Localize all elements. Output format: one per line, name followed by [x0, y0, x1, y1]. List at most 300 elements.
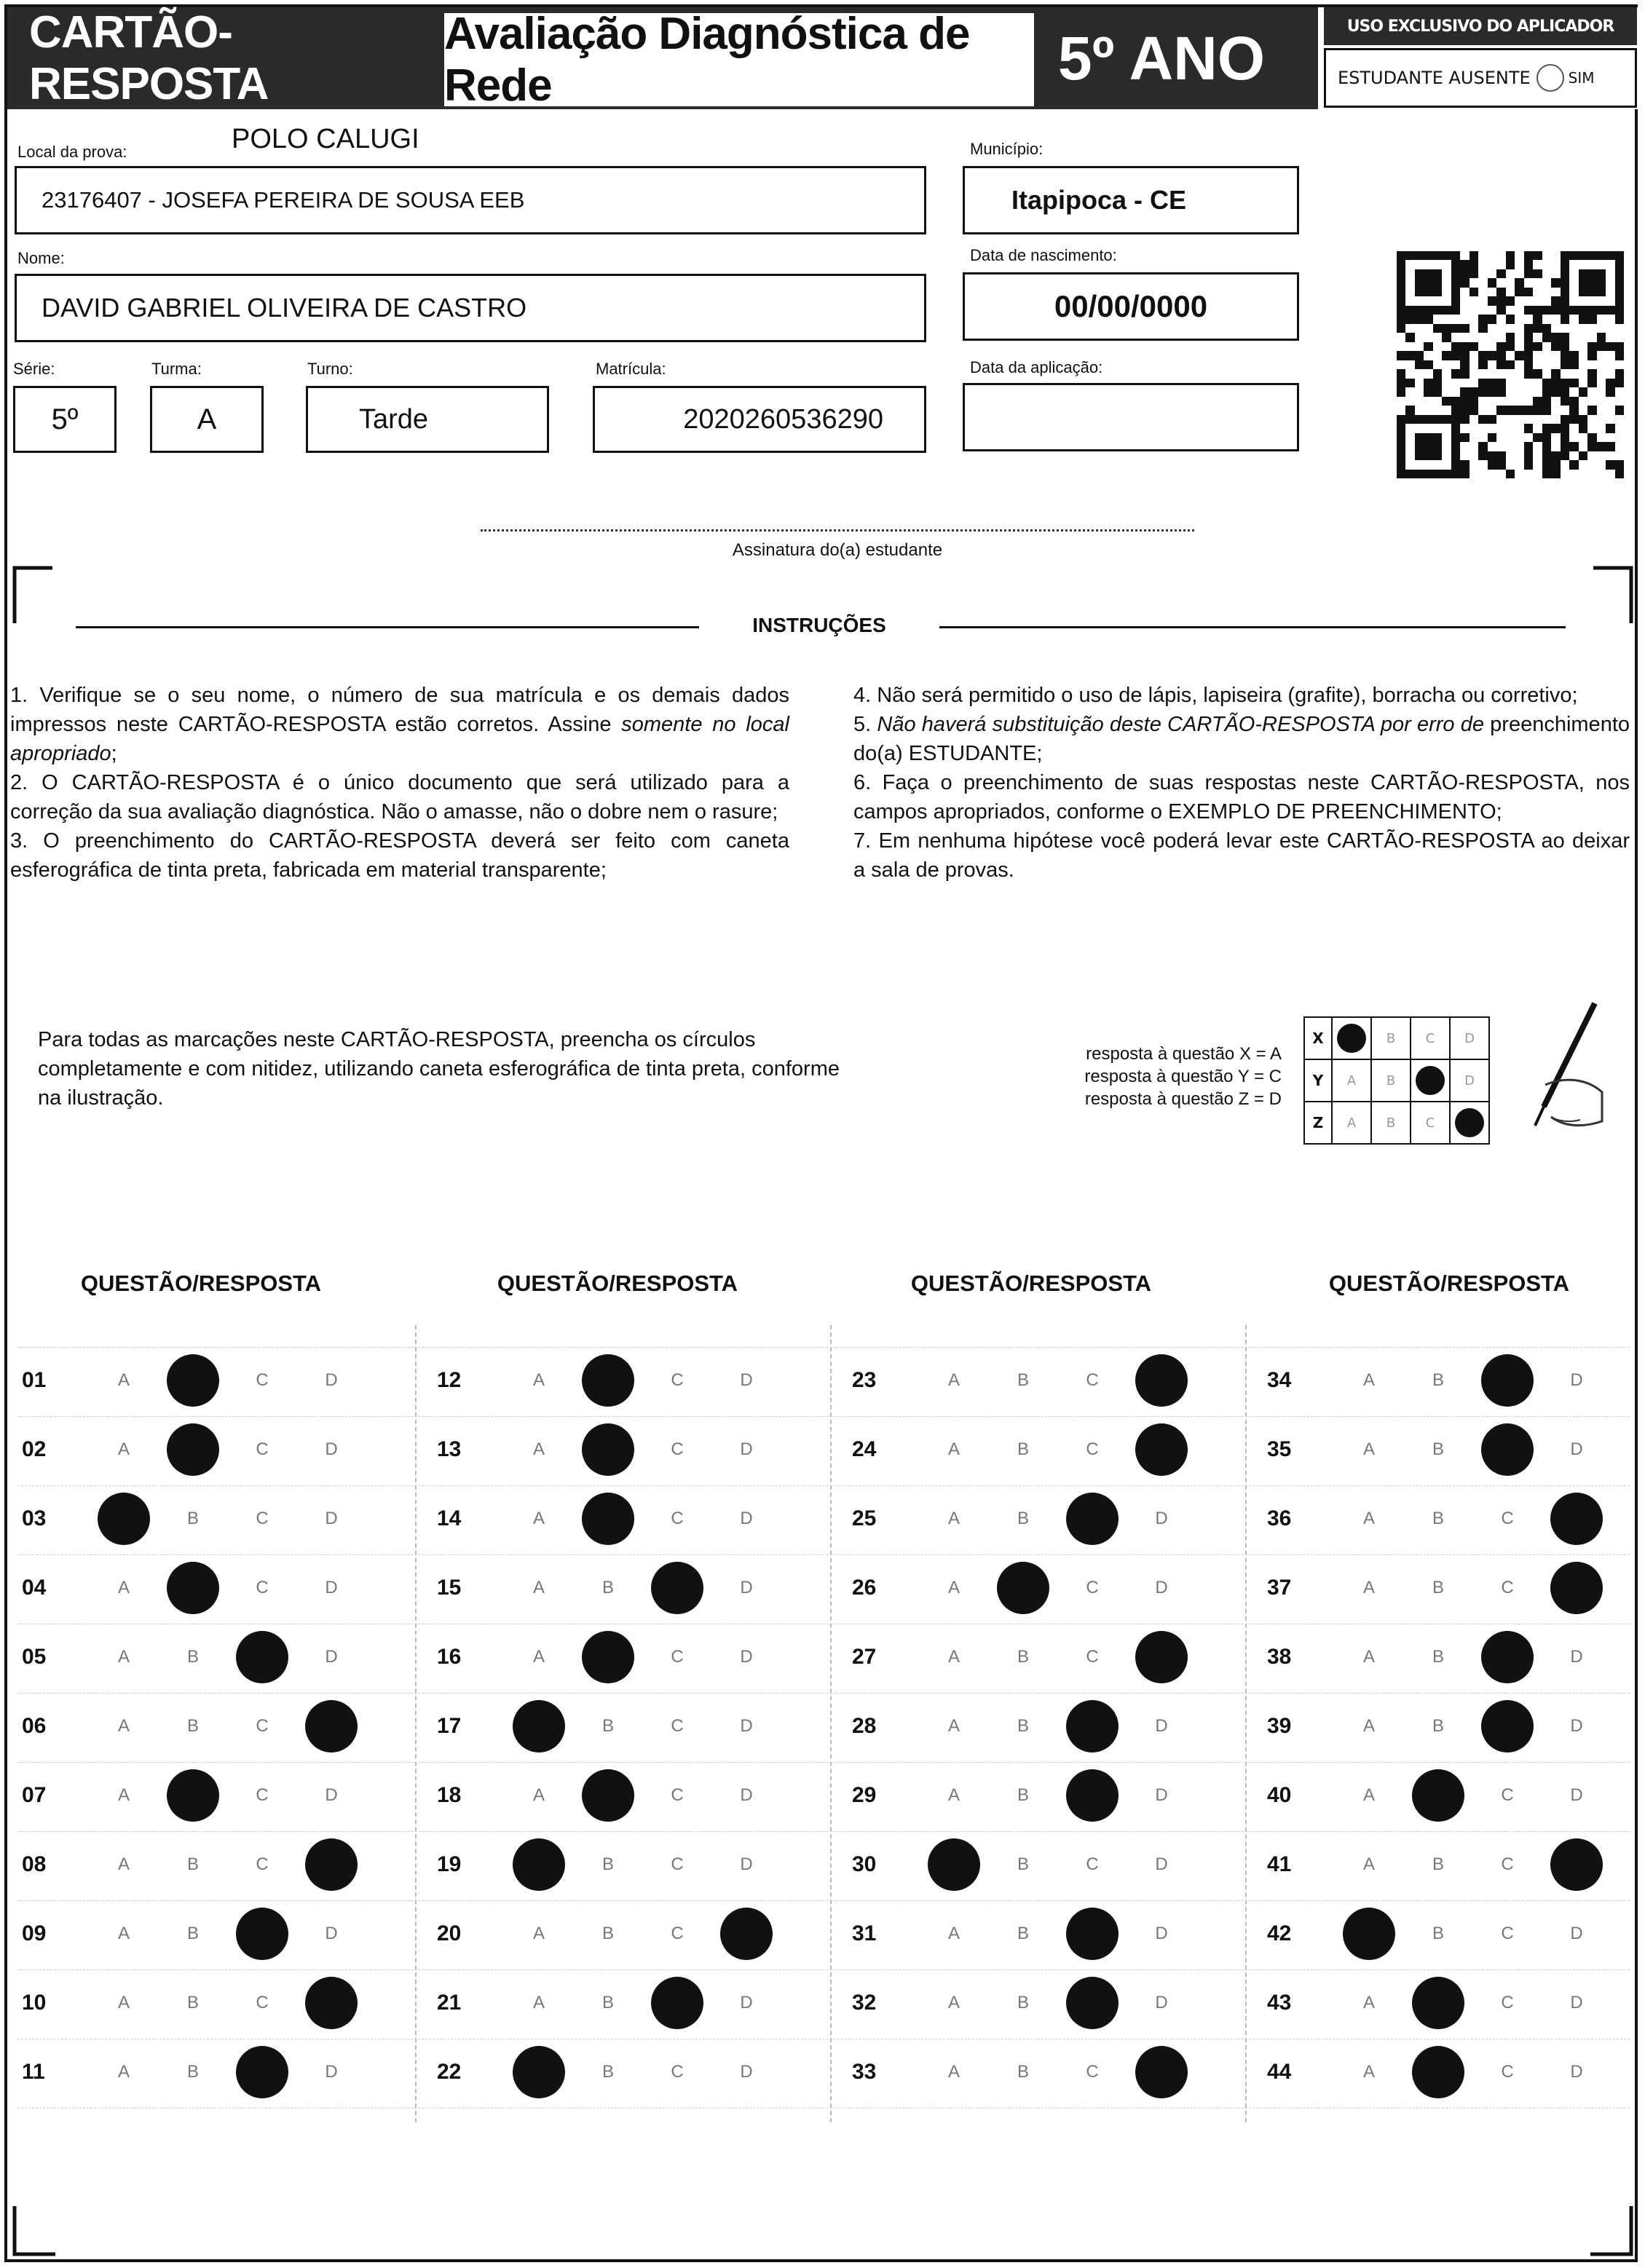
answer-bubble[interactable]: A — [532, 1509, 545, 1528]
answer-bubble[interactable]: B — [601, 1993, 614, 2012]
qr-module — [1597, 315, 1606, 323]
answer-bubble[interactable]: B — [1017, 1716, 1029, 1736]
qr-module — [1524, 415, 1533, 424]
answer-bubble[interactable]: A — [1362, 1785, 1375, 1805]
signature-line[interactable] — [481, 529, 1194, 532]
answer-bubble[interactable]: B — [601, 2062, 614, 2082]
aplicacao-field[interactable] — [963, 383, 1299, 451]
answer-bubble[interactable]: C — [256, 1578, 269, 1597]
answer-bubble-filled[interactable] — [167, 1423, 219, 1476]
answer-bubble[interactable]: A — [532, 1370, 545, 1390]
qr-module — [1442, 296, 1451, 305]
answer-bubble[interactable]: D — [1570, 1716, 1583, 1736]
answer-bubble[interactable]: B — [186, 1509, 199, 1528]
qr-module — [1515, 406, 1523, 414]
question-number: 17 — [437, 1714, 462, 1738]
answer-bubble[interactable]: A — [1362, 1716, 1375, 1736]
answer-bubble[interactable]: C — [1501, 1993, 1514, 2012]
qr-module — [1524, 251, 1533, 260]
qr-module — [1442, 306, 1451, 315]
answer-bubble[interactable]: D — [325, 1509, 338, 1528]
answer-bubble[interactable]: C — [256, 1854, 269, 1874]
answer-bubble[interactable]: A — [1362, 1854, 1375, 1874]
answer-bubble[interactable]: D — [1570, 1439, 1583, 1459]
qr-module — [1397, 260, 1405, 269]
answer-bubble-filled[interactable] — [1412, 1977, 1464, 2029]
turno-value: Tarde — [359, 403, 429, 435]
answer-bubble[interactable]: D — [740, 2062, 753, 2082]
qr-module — [1533, 324, 1542, 333]
question-row — [22, 1635, 401, 1679]
answer-bubble-filled[interactable] — [582, 1354, 634, 1407]
answer-bubble[interactable]: C — [1501, 1578, 1514, 1597]
qr-module — [1496, 451, 1505, 460]
answer-bubble[interactable]: B — [1432, 1854, 1444, 1874]
qr-module — [1569, 424, 1578, 432]
answer-bubble[interactable]: A — [117, 1785, 130, 1805]
answer-bubble[interactable]: A — [947, 1716, 960, 1736]
answer-bubble[interactable]: C — [1086, 2062, 1099, 2082]
qr-module — [1405, 379, 1414, 387]
answer-bubble[interactable]: D — [740, 1716, 753, 1736]
question-row — [437, 2050, 816, 2094]
qr-module — [1460, 369, 1469, 378]
answer-bubble[interactable]: C — [256, 1439, 269, 1459]
answer-bubble[interactable]: D — [1570, 1370, 1583, 1390]
aplicador-label: USO EXCLUSIVO DO APLICADOR — [1324, 7, 1637, 45]
qr-module — [1561, 415, 1569, 424]
answer-bubble[interactable]: A — [117, 1924, 130, 1943]
qr-module — [1415, 251, 1424, 260]
answer-bubble[interactable]: A — [117, 1716, 130, 1736]
answer-bubble-filled[interactable] — [167, 1769, 219, 1822]
answer-bubble[interactable]: C — [671, 1439, 684, 1459]
qr-module — [1506, 442, 1515, 451]
answer-bubble[interactable]: C — [671, 1716, 684, 1736]
qr-module — [1478, 433, 1487, 442]
answer-bubble[interactable]: B — [1432, 1509, 1444, 1528]
qr-module — [1451, 296, 1460, 305]
answer-bubble[interactable]: A — [532, 1439, 545, 1459]
answer-bubble[interactable]: A — [117, 2062, 130, 2082]
question-number: 21 — [437, 1991, 462, 2015]
turno-label: Turno: — [307, 360, 353, 378]
answer-bubble[interactable]: B — [186, 1716, 199, 1736]
answer-bubble[interactable]: B — [1017, 1924, 1029, 1943]
answer-bubble[interactable]: A — [947, 1924, 960, 1943]
qr-module — [1597, 397, 1606, 406]
qr-module — [1551, 406, 1560, 414]
question-row — [1267, 1359, 1645, 1402]
answer-bubble-filled[interactable] — [1066, 1769, 1119, 1822]
qr-module — [1442, 442, 1451, 451]
qr-module — [1597, 415, 1606, 424]
row-rule — [17, 1900, 1630, 1901]
qr-module — [1424, 351, 1432, 360]
answer-bubble[interactable]: A — [1362, 1993, 1375, 2012]
question-row — [852, 1428, 1231, 1471]
answer-bubble[interactable]: A — [117, 1439, 130, 1459]
nome-label: Nome: — [17, 249, 65, 267]
answer-bubble-filled[interactable] — [582, 1493, 634, 1545]
answer-bubble-filled[interactable] — [1481, 1354, 1534, 1407]
question-row — [22, 2050, 401, 2094]
answer-bubble[interactable]: C — [671, 1854, 684, 1874]
answer-bubble-filled[interactable] — [236, 1631, 288, 1683]
answer-bubble[interactable]: A — [947, 1509, 960, 1528]
answer-bubble-filled[interactable] — [1135, 1631, 1188, 1683]
answer-bubble[interactable]: D — [325, 1785, 338, 1805]
answer-bubble[interactable]: B — [1017, 1647, 1029, 1667]
answer-bubble[interactable]: B — [186, 1993, 199, 2012]
answer-bubble-filled[interactable] — [1550, 1562, 1603, 1614]
answer-bubble[interactable]: D — [740, 1993, 753, 2012]
answer-bubble-filled[interactable] — [720, 1908, 773, 1960]
answer-bubble[interactable]: D — [1155, 1716, 1168, 1736]
qr-module — [1569, 342, 1578, 351]
qr-module — [1496, 406, 1505, 414]
answer-bubble[interactable]: D — [740, 1370, 753, 1390]
qr-module — [1533, 379, 1542, 387]
answer-bubble-filled[interactable] — [1343, 1908, 1395, 1960]
answer-bubble-filled[interactable] — [1066, 1700, 1119, 1753]
qr-module — [1460, 324, 1469, 333]
answer-bubble-filled[interactable] — [305, 1700, 358, 1753]
qr-module — [1470, 424, 1478, 432]
qr-module — [1515, 269, 1523, 278]
qr-module — [1433, 433, 1442, 442]
answer-bubble[interactable]: C — [256, 1716, 269, 1736]
qr-module — [1579, 460, 1587, 469]
qr-module — [1433, 360, 1442, 369]
qr-module — [1533, 269, 1542, 278]
qr-module — [1424, 369, 1432, 378]
answer-bubble[interactable]: D — [1570, 1647, 1583, 1667]
qr-module — [1442, 260, 1451, 269]
answer-bubble[interactable]: C — [256, 1785, 269, 1805]
answer-bubble[interactable]: C — [671, 1509, 684, 1528]
answer-bubble[interactable]: B — [1432, 1647, 1444, 1667]
answer-bubble-filled[interactable] — [997, 1562, 1049, 1614]
answer-bubble[interactable]: A — [117, 1370, 130, 1390]
answer-bubble-filled[interactable] — [513, 1838, 565, 1891]
answer-bubble[interactable]: D — [1155, 1854, 1168, 1874]
answer-bubble[interactable]: D — [325, 1578, 338, 1597]
question-row — [852, 1497, 1231, 1541]
answer-bubble-filled[interactable] — [1412, 2046, 1464, 2098]
qr-module — [1405, 269, 1414, 278]
answer-bubble[interactable]: B — [1017, 1439, 1029, 1459]
qr-module — [1488, 269, 1496, 278]
answer-bubble[interactable]: B — [1432, 1439, 1444, 1459]
answer-bubble[interactable]: A — [1362, 2062, 1375, 2082]
answer-bubble[interactable]: D — [325, 1370, 338, 1390]
question-row — [22, 1774, 401, 1817]
qr-module — [1478, 278, 1487, 287]
answer-bubble[interactable]: A — [532, 1647, 545, 1667]
qr-module — [1524, 369, 1533, 378]
answer-bubble-filled[interactable] — [98, 1493, 150, 1545]
qr-module — [1496, 424, 1505, 432]
answer-bubble[interactable]: B — [1432, 1924, 1444, 1943]
answer-bubble[interactable]: B — [186, 1924, 199, 1943]
answer-bubble[interactable]: A — [1362, 1439, 1375, 1459]
answer-bubble[interactable]: D — [325, 1439, 338, 1459]
answer-bubble[interactable]: A — [532, 1578, 545, 1597]
absent-bubble[interactable] — [1536, 64, 1564, 92]
qr-module — [1442, 387, 1451, 396]
answer-bubble[interactable]: B — [1017, 1993, 1029, 2012]
qr-module — [1569, 442, 1578, 451]
qr-module — [1533, 406, 1542, 414]
answer-bubble[interactable]: B — [1432, 1716, 1444, 1736]
qr-module — [1569, 397, 1578, 406]
answer-bubble[interactable]: B — [1017, 2062, 1029, 2082]
answer-bubble-filled[interactable] — [1481, 1700, 1534, 1753]
qr-module — [1569, 369, 1578, 378]
qr-module — [1615, 342, 1624, 351]
answer-bubble[interactable]: D — [1155, 1578, 1168, 1597]
answer-bubble-filled[interactable] — [582, 1423, 634, 1476]
answer-bubble[interactable]: A — [947, 2062, 960, 2082]
question-number: 14 — [437, 1506, 462, 1530]
answer-bubble[interactable]: D — [1155, 1993, 1168, 2012]
qr-module — [1561, 379, 1569, 387]
qr-module — [1405, 324, 1414, 333]
example-row-label: Z — [1304, 1102, 1332, 1144]
qr-module — [1615, 306, 1624, 315]
answer-bubble-filled[interactable] — [513, 1700, 565, 1753]
answer-bubble-filled[interactable] — [305, 1838, 358, 1891]
column-header: QUESTÃO/RESPOSTA — [910, 1271, 1152, 1296]
qr-module — [1569, 360, 1578, 369]
answer-bubble-filled[interactable] — [167, 1562, 219, 1614]
qr-module — [1433, 251, 1442, 260]
qr-module — [1424, 387, 1432, 396]
answer-bubble[interactable]: C — [1501, 2062, 1514, 2082]
answer-bubble-filled[interactable] — [1550, 1493, 1603, 1545]
question-number: 16 — [437, 1645, 462, 1669]
qr-module — [1524, 306, 1533, 315]
answer-bubble[interactable]: A — [947, 1647, 960, 1667]
card-title: CARTÃO-RESPOSTA — [29, 7, 269, 109]
answer-bubble[interactable]: A — [1362, 1370, 1375, 1390]
answer-bubble[interactable]: D — [325, 2062, 338, 2082]
answer-bubble[interactable]: B — [601, 1716, 614, 1736]
answer-bubble-filled[interactable] — [582, 1769, 634, 1822]
qr-module — [1424, 451, 1432, 460]
question-number: 10 — [22, 1991, 47, 2015]
answer-bubble[interactable]: B — [1017, 1509, 1029, 1528]
answer-bubble-filled[interactable] — [928, 1838, 980, 1891]
example-row — [1304, 1017, 1489, 1059]
answer-bubble[interactable]: A — [1362, 1509, 1375, 1528]
answer-bubble[interactable]: A — [117, 1854, 130, 1874]
qr-module — [1615, 415, 1624, 424]
qr-module — [1542, 451, 1551, 460]
answer-bubble-filled[interactable] — [1066, 1908, 1119, 1960]
qr-module — [1415, 306, 1424, 315]
qr-module — [1478, 315, 1487, 323]
answer-bubble-filled[interactable] — [167, 1354, 219, 1407]
qr-module — [1551, 324, 1560, 333]
answer-bubble[interactable]: D — [325, 1647, 338, 1667]
answer-bubble-filled[interactable] — [1135, 2046, 1188, 2098]
answer-bubble[interactable]: C — [256, 1370, 269, 1390]
answer-bubble[interactable]: D — [1570, 1924, 1583, 1943]
answer-bubble[interactable]: D — [740, 1854, 753, 1874]
answer-bubble[interactable]: D — [1155, 1924, 1168, 1943]
qr-module — [1433, 324, 1442, 333]
answer-bubble[interactable]: C — [1086, 1647, 1099, 1667]
answer-bubble[interactable]: B — [601, 1578, 614, 1597]
answer-bubble-filled[interactable] — [236, 2046, 288, 2098]
qr-module — [1524, 324, 1533, 333]
answer-bubble-filled[interactable] — [1066, 1977, 1119, 2029]
answer-bubble[interactable]: D — [740, 1439, 753, 1459]
filled-bubble-icon — [1337, 1024, 1366, 1053]
qr-module — [1397, 470, 1405, 478]
qr-module — [1478, 324, 1487, 333]
answer-bubble[interactable]: C — [671, 1924, 684, 1943]
qr-module — [1597, 433, 1606, 442]
qr-module — [1460, 442, 1469, 451]
question-number: 05 — [22, 1645, 47, 1669]
answer-bubble[interactable]: B — [1017, 1370, 1029, 1390]
answer-bubble[interactable]: A — [117, 1993, 130, 2012]
answer-bubble[interactable]: D — [1155, 1785, 1168, 1805]
answer-bubble-filled[interactable] — [513, 2046, 565, 2098]
answer-bubble[interactable]: B — [1017, 1854, 1029, 1874]
answer-bubble-filled[interactable] — [651, 1977, 703, 2029]
question-row — [437, 1497, 816, 1541]
row-rule — [17, 1762, 1630, 1763]
answer-bubble[interactable]: D — [1155, 1509, 1168, 1528]
answer-bubble[interactable]: C — [671, 1647, 684, 1667]
qr-module — [1579, 433, 1587, 442]
answer-bubble[interactable]: A — [117, 1578, 130, 1597]
answer-bubble-filled[interactable] — [1481, 1423, 1534, 1476]
answer-bubble-filled[interactable] — [236, 1908, 288, 1960]
answer-bubble-filled[interactable] — [305, 1977, 358, 2029]
answer-bubble[interactable]: A — [1362, 1647, 1375, 1667]
qr-module — [1506, 333, 1515, 341]
qr-module — [1551, 306, 1560, 315]
answer-bubble[interactable]: A — [532, 1924, 545, 1943]
answer-bubble[interactable]: D — [1570, 2062, 1583, 2082]
answer-bubble[interactable]: D — [1570, 1993, 1583, 2012]
answer-bubble-filled[interactable] — [1550, 1838, 1603, 1891]
answer-bubble[interactable]: C — [671, 2062, 684, 2082]
answer-bubble[interactable]: D — [325, 1924, 338, 1943]
answer-bubble-filled[interactable] — [651, 1562, 703, 1614]
qr-module — [1597, 360, 1606, 369]
answer-bubble-filled[interactable] — [1135, 1354, 1188, 1407]
answer-bubble[interactable]: D — [740, 1785, 753, 1805]
qr-module — [1433, 369, 1442, 378]
answer-bubble[interactable]: B — [601, 1924, 614, 1943]
answer-bubble[interactable]: B — [186, 1647, 199, 1667]
answer-bubble[interactable]: C — [1501, 1924, 1514, 1943]
answer-bubble[interactable]: C — [1086, 1578, 1099, 1597]
answer-bubble[interactable]: D — [740, 1509, 753, 1528]
qr-module — [1405, 278, 1414, 287]
question-row — [22, 1497, 401, 1541]
qr-module — [1524, 342, 1533, 351]
qr-module — [1470, 470, 1478, 478]
qr-module — [1415, 470, 1424, 478]
answer-bubble[interactable]: B — [186, 2062, 199, 2082]
qr-module — [1579, 451, 1587, 460]
qr-module — [1397, 442, 1405, 451]
answer-bubble[interactable]: A — [947, 1578, 960, 1597]
answer-bubble[interactable]: A — [532, 1785, 545, 1805]
answer-bubble[interactable]: B — [1432, 1370, 1444, 1390]
answer-bubble[interactable]: C — [1501, 1785, 1514, 1805]
answer-bubble[interactable]: C — [671, 1785, 684, 1805]
answer-bubble-filled[interactable] — [582, 1631, 634, 1683]
answer-bubble[interactable]: C — [671, 1370, 684, 1390]
answer-bubble[interactable]: D — [1570, 1785, 1583, 1805]
qr-module — [1424, 433, 1432, 442]
answer-bubble[interactable]: B — [186, 1854, 199, 1874]
qr-module — [1488, 360, 1496, 369]
answer-bubble-filled[interactable] — [1135, 1423, 1188, 1476]
answer-bubble[interactable]: D — [740, 1647, 753, 1667]
answer-bubble[interactable]: C — [256, 1993, 269, 2012]
answer-bubble[interactable]: A — [947, 1370, 960, 1390]
qr-module — [1615, 442, 1624, 451]
qr-module — [1561, 369, 1569, 378]
example-bubble: C — [1411, 1017, 1450, 1059]
answer-bubble[interactable]: A — [947, 1993, 960, 2012]
qr-module — [1579, 369, 1587, 378]
answer-bubble-filled[interactable] — [1481, 1631, 1534, 1683]
question-row — [1267, 1428, 1645, 1471]
answer-bubble[interactable]: C — [1501, 1509, 1514, 1528]
qr-module — [1506, 306, 1515, 315]
qr-module — [1506, 379, 1515, 387]
instructions-rule-right — [939, 626, 1566, 628]
answer-bubble[interactable]: B — [1017, 1785, 1029, 1805]
instructions-rule-left — [76, 626, 702, 628]
answer-bubble[interactable]: A — [1362, 1578, 1375, 1597]
answer-bubble[interactable]: C — [1086, 1854, 1099, 1874]
answer-bubble-filled[interactable] — [1412, 1769, 1464, 1822]
qr-module — [1460, 397, 1469, 406]
answer-bubble[interactable]: A — [532, 1993, 545, 2012]
answer-bubble[interactable]: A — [117, 1647, 130, 1667]
qr-module — [1451, 306, 1460, 315]
answer-bubble[interactable]: B — [601, 1854, 614, 1874]
answer-bubble[interactable]: A — [947, 1785, 960, 1805]
qr-module — [1561, 451, 1569, 460]
answer-bubble-filled[interactable] — [1066, 1493, 1119, 1545]
answer-bubble[interactable]: C — [1086, 1370, 1099, 1390]
serie-field — [13, 386, 117, 453]
answer-bubble[interactable]: C — [1501, 1854, 1514, 1874]
question-row — [437, 1566, 816, 1610]
qr-module — [1615, 333, 1624, 341]
qr-module — [1415, 333, 1424, 341]
qr-module — [1470, 251, 1478, 260]
answer-bubble[interactable]: A — [947, 1439, 960, 1459]
example-table — [1303, 1016, 1490, 1145]
answer-bubble[interactable]: B — [1432, 1578, 1444, 1597]
answer-bubble[interactable]: C — [1086, 1439, 1099, 1459]
answer-bubble[interactable]: C — [256, 1509, 269, 1528]
answer-bubble[interactable]: D — [740, 1578, 753, 1597]
